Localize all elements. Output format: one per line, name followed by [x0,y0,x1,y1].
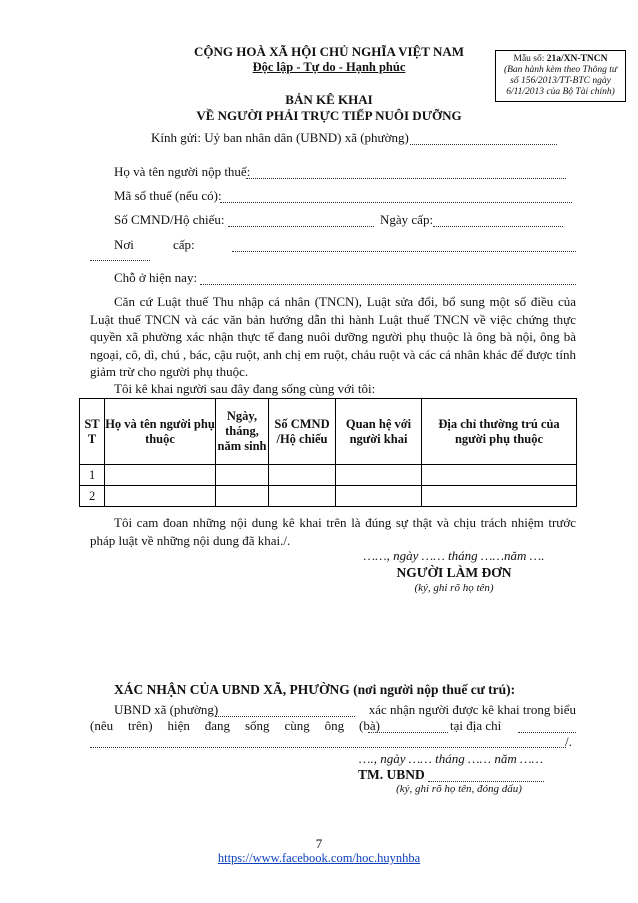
confirm-role-dotted [428,781,544,782]
field-residence-label: Chỗ ở hiện nay: [114,270,198,285]
table-header-row [80,399,577,465]
field-name-dotted [246,178,566,179]
field-name-label: Họ và tên người nộp thuế: [114,164,251,179]
confirm-date-line: …., ngày …… tháng …… năm …… [358,751,544,766]
national-name: CỘNG HOÀ XÃ HỘI CHỦ NGHĨA VIỆT NAM [193,44,465,59]
th-stt: ST T [80,399,105,465]
field-issueplace-dotted-2 [90,260,150,261]
confirm-line2-a: (nêu trên) hiện đang sống cùng ông (bà) [90,718,380,733]
facebook-link[interactable]: https://www.facebook.com/hoc.huynhba [217,851,421,865]
title-line2: VỀ NGƯỜI PHẢI TRỰC TIẾP NUÔI DƯỠNG [196,108,462,123]
row-stt: 2 [80,486,105,507]
confirm-end-mark: /. [565,734,572,749]
confirm-hint: (ký, ghi rõ họ tên, đóng dấu) [396,783,522,795]
th-relation: Quan hệ với người khai [336,399,422,465]
field-residence-dotted [200,284,576,285]
sign-role: NGƯỜI LÀM ĐƠN [396,565,512,580]
confirm-line3-dotted [90,747,566,748]
basis-paragraph: Căn cứ Luật thuế Thu nhập cá nhân (TNCN), Luật sửa đổi, bổ sung một số điều của Luật thuế TNCN và các văn bản hướng dẫn thi hành Luật thuế TNCN về việc chứng thực quyền xã phường xác nhận thực tế đang nuôi dưỡng người phụ thuộc là ông bà nội, ông bà ngoại, cô, dì, chú , bác, cậu ruột, anh chị em ruột, cháu ruột và các cá nhân khác để được tính giảm trừ cho người phụ thuộc. [90,294,576,379]
th-dob: Ngày, tháng, năm sinh [216,399,269,465]
form-code-box: Mẫu số: 21a/XN-TNCN (Ban hành kèm theo Thông tư số 156/2013/TT-BTC ngày 6/11/2013 của Bộ Tài chính) [495,50,626,102]
national-motto: Độc lập - Tự do - Hạnh phúc [252,60,406,74]
field-issuedate-dotted [433,226,563,227]
sign-date-line: ……, ngày …… tháng ……năm …. [363,548,545,563]
confirm-line2-dotted-1 [368,732,448,733]
addressee-dotted [410,144,557,145]
declare-intro: Tôi kê khai người sau đây đang sống cùng với tôi: [114,381,376,396]
footer-link-wrap [180,851,458,866]
confirm-line2-dotted-2 [518,732,576,733]
confirm-line1-b: xác nhận người được kê khai trong biểu [368,702,576,717]
th-id: Số CMND /Hộ chiếu [269,399,336,465]
table-row [80,465,577,486]
addressee: Kính gửi: Uỷ ban nhân dân (UBND) xã (phường) [151,130,409,145]
confirm-line2-b: tại địa chỉ [450,718,502,733]
field-issueplace-dotted [232,251,576,252]
confirmation-heading: XÁC NHẬN CỦA UBND XÃ, PHƯỜNG (nơi người nộp thuế cư trú): [114,682,516,697]
th-name: Họ và tên người phụ thuộc [105,399,216,465]
row-stt: 1 [80,465,105,486]
table-row [80,486,577,507]
field-id-label: Số CMND/Hộ chiếu: [114,212,225,227]
commitment-paragraph: Tôi cam đoan những nội dung kê khai trên là đúng sự thật và chịu trách nhiệm trước pháp luật về những nội dung đã khai./. [90,515,576,548]
field-taxcode-label: Mã số thuế (nếu có): [114,188,222,203]
field-issuedate-label: Ngày cấp: [380,212,434,227]
field-issueplace-label-b: cấp: [173,237,195,252]
dependents-table [79,398,577,507]
confirm-line1-dotted [215,716,355,717]
page-number: 7 [315,836,323,851]
th-address: Địa chỉ thường trú của người phụ thuộc [422,399,577,465]
field-issueplace-label-a: Nơi [114,237,134,252]
sign-hint: (ký, ghi rõ họ tên) [414,582,494,594]
title-line1: BẢN KÊ KHAI [285,92,373,107]
field-id-dotted [228,226,374,227]
confirm-line1-a: UBND xã (phường) [114,702,219,717]
field-taxcode-dotted [220,202,572,203]
confirm-role: TM. UBND [358,767,425,782]
